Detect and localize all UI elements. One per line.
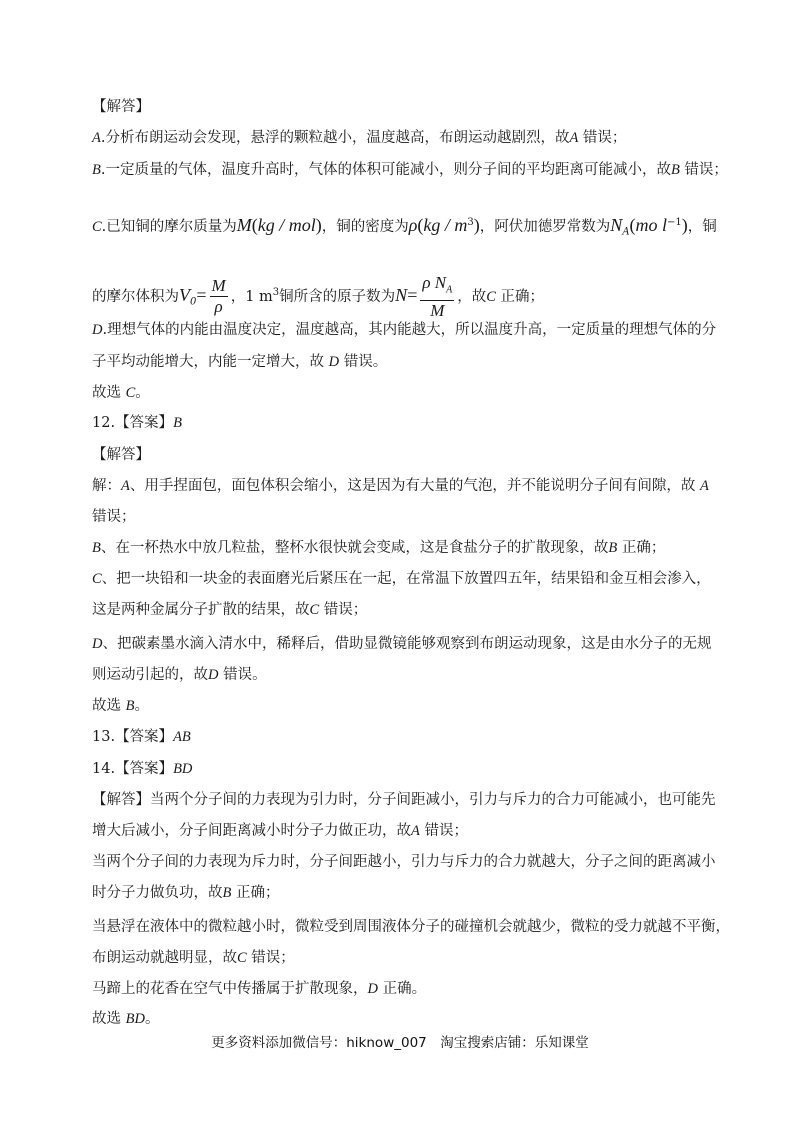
q14-line4 xyxy=(92,883,714,903)
symbol-atom-count: N xyxy=(395,284,408,305)
explain-text: 马蹄上的花香在空气中传播属于扩散现象， xyxy=(92,981,368,997)
symbol-density: ρ xyxy=(408,214,418,235)
option-text: 则运动引起的，故 xyxy=(92,667,208,683)
symbol-molar-mass: M xyxy=(236,214,252,235)
answer-label: 【答案】 xyxy=(115,415,174,431)
option-end: 错误； xyxy=(319,602,368,618)
option-text: 、把碳素墨水滴入清水中，稀释后，借助显微镜能够观察到布朗运动现象，这是由水分子的无规 xyxy=(102,636,712,652)
q12-choose xyxy=(92,696,714,716)
option-end: 正确； xyxy=(495,288,544,305)
subscript: A xyxy=(446,284,453,296)
q14-choose xyxy=(92,1009,714,1029)
s1-option-c-line2 xyxy=(92,272,714,321)
option-ref: A xyxy=(569,130,579,146)
choose-answer: C xyxy=(125,385,136,401)
option-end: 错误。 xyxy=(339,354,388,370)
symbol-molar-volume: V xyxy=(179,284,190,305)
option-end: 正确。 xyxy=(377,981,427,997)
option-text: ，故 xyxy=(457,288,487,305)
s1-heading xyxy=(92,97,714,117)
choose-text: 故选 xyxy=(92,1011,126,1027)
q12-option-b xyxy=(92,538,714,558)
symbol-avogadro: N xyxy=(610,214,623,235)
option-text: 的摩尔体积为 xyxy=(92,288,179,305)
option-end: 错误。 xyxy=(218,667,267,683)
option-text: 子平均动能增大，内能一定增大，故 xyxy=(92,354,329,370)
option-text: ，铜的密度为 xyxy=(321,218,409,235)
unit-per-mol: mo l xyxy=(635,214,668,235)
option-letter: D xyxy=(92,636,103,652)
superscript: 3 xyxy=(467,217,474,228)
option-ref: A xyxy=(411,823,420,839)
s1-option-d-line2 xyxy=(92,352,714,372)
explain-text: 增大后减小，分子间距离减小时分子力做正功，故 xyxy=(92,823,411,839)
option-ref: C xyxy=(486,288,496,305)
option-end: 正确； xyxy=(617,540,666,556)
question-number: 13. xyxy=(92,729,116,745)
s1-option-c-line1: C.已知铜的摩尔质量为M(kg / mol)，铜的密度为$\rho(kg / m^3)$，阿伏加德罗常数为$N_A(mo$ $l^{-1}$)，铜 xyxy=(92,214,717,238)
explain-text: 时分子力做负功，故 xyxy=(92,885,223,901)
subscript: A xyxy=(622,226,630,238)
fraction-denominator: ρ xyxy=(214,297,223,317)
option-text: ，阿伏加德罗常数为 xyxy=(479,218,611,235)
choose-text: 故选 xyxy=(92,385,126,401)
q13-answer xyxy=(92,727,714,747)
answer-value: B xyxy=(173,415,182,431)
equals-sign: = xyxy=(407,284,418,305)
option-letter: B xyxy=(92,540,101,556)
q14-line6 xyxy=(92,948,714,968)
superscript: −1 xyxy=(667,217,682,228)
option-letter: A xyxy=(121,478,130,494)
fraction-denominator: M xyxy=(430,301,445,321)
s1-option-b xyxy=(92,160,728,180)
heading-text: 【解答】 xyxy=(92,447,150,463)
q12-option-a-line1 xyxy=(92,476,714,496)
option-ref: B xyxy=(608,540,618,556)
s1-choose xyxy=(92,383,714,403)
question-number: 14. xyxy=(92,761,116,777)
q14-line5 xyxy=(92,917,730,937)
q12-option-d-line2 xyxy=(92,665,714,685)
option-text: 错误； xyxy=(92,509,136,525)
unit-kg-per-mol: kg / mol xyxy=(257,214,316,235)
option-ref: D xyxy=(367,981,378,997)
option-end: 正确； xyxy=(231,885,280,901)
answer-label: 【答案】 xyxy=(115,729,174,745)
unit-kg-per-m3: kg / m xyxy=(423,214,468,235)
option-end: 错误； xyxy=(679,162,728,178)
q12-option-c-line1 xyxy=(92,569,714,589)
option-letter: C xyxy=(92,571,102,587)
option-letter: A xyxy=(92,130,101,146)
explain-text: 当两个分子间的力表现为斥力时，分子间距越小，引力与斥力的合力就越大，分子之间的距离减小 xyxy=(92,854,716,870)
q12-option-a-line2 xyxy=(92,507,714,527)
page-footer: 更多资料添加微信号：hiknow_007 淘宝搜索店铺：乐知课堂 xyxy=(211,1035,589,1051)
answer-label: 【答案】 xyxy=(115,761,174,777)
fraction-m-over-rho xyxy=(210,276,228,317)
question-number: 12. xyxy=(92,415,116,431)
option-end: 错误； xyxy=(419,823,468,839)
choose-answer: B xyxy=(125,698,135,714)
option-ref: D xyxy=(328,354,340,370)
option-ref: D xyxy=(208,667,219,683)
option-text: ，铜 xyxy=(687,218,717,235)
explain-text: 【解答】当两个分子间的力表现为引力时，分子间距减小，引力与斥力的合力可能减小，也可能先 xyxy=(92,792,716,808)
option-end: 错误； xyxy=(246,950,295,966)
option-text: 、在一杯热水中放几粒盐，整杯水很快就会变咸，这是食盐分子的扩散现象，故 xyxy=(100,540,609,556)
answer-value: BD xyxy=(173,761,193,777)
q14-line1 xyxy=(92,790,714,810)
explain-text: 当悬浮在液体中的微粒越小时，微粒受到周围液体分子的碰撞机会就越少，微粒的受力就越不平衡， xyxy=(92,919,730,935)
option-text: .理想气体的内能由温度决定，温度越高，其内能越大，所以温度升高，一定质量的理想气体的分 xyxy=(102,322,717,338)
q14-answer xyxy=(92,759,714,779)
option-ref: B xyxy=(670,162,680,178)
q12-answer xyxy=(92,413,714,433)
choose-end: 。 xyxy=(135,385,150,401)
option-ref: B xyxy=(222,885,232,901)
option-text: .分析布朗运动会发现，悬浮的颗粒越小，温度越高，布朗运动越剧烈，故 xyxy=(100,130,570,146)
choose-end: 。 xyxy=(144,1011,160,1027)
answer-value: AB xyxy=(173,729,191,745)
explain-text: 布朗运动就越明显，故 xyxy=(92,950,237,966)
q14-line2 xyxy=(92,821,714,841)
option-text: 解： xyxy=(92,478,121,494)
option-ref: A xyxy=(699,478,709,494)
choose-text: 故选 xyxy=(92,698,126,714)
s1-option-a xyxy=(92,128,714,148)
option-letter: B xyxy=(92,162,101,178)
superscript: 3 xyxy=(272,287,280,298)
q12-option-d-line1 xyxy=(92,634,714,654)
option-text: 这是两种金属分子扩散的结果，故 xyxy=(92,602,310,618)
q12-option-c-line2 xyxy=(92,600,714,620)
subscript: 0 xyxy=(190,296,197,308)
s1-option-d-line1 xyxy=(92,320,717,340)
choose-end: 。 xyxy=(134,698,149,714)
fraction-rho-na-over-m xyxy=(420,273,454,321)
fraction-numerator xyxy=(420,273,454,301)
option-letter: C xyxy=(92,218,102,235)
option-ref: C xyxy=(237,950,247,966)
numerator-text: ρ N xyxy=(422,272,447,292)
equals-sign: = xyxy=(196,284,207,305)
option-letter: D xyxy=(92,322,103,338)
option-text: 、用手捏面包，面包体积会缩小，这是因为有大量的气泡，并不能说明分子间有间隙，故 xyxy=(129,478,700,494)
heading-text: 【解答】 xyxy=(92,99,150,115)
option-text: ，1 m xyxy=(230,288,273,305)
option-text: 铜所含的原子数为 xyxy=(279,288,396,305)
choose-answer: BD xyxy=(125,1011,145,1027)
option-text: .已知铜的摩尔质量为 xyxy=(101,218,237,235)
option-end: 错误； xyxy=(578,130,627,146)
option-ref: C xyxy=(309,602,320,618)
option-text: .一定质量的气体，温度升高时，气体的体积可能减小，则分子间的平均距离可能减小，故 xyxy=(100,162,671,178)
option-text: 、把一块铅和一块金的表面磨光后紧压在一起，在常温下放置四五年，结果铅和金互相会渗入， xyxy=(101,571,711,587)
q14-line7 xyxy=(92,979,714,999)
q14-line3 xyxy=(92,852,714,872)
q12-heading xyxy=(92,445,714,465)
fraction-numerator: M xyxy=(211,276,226,296)
